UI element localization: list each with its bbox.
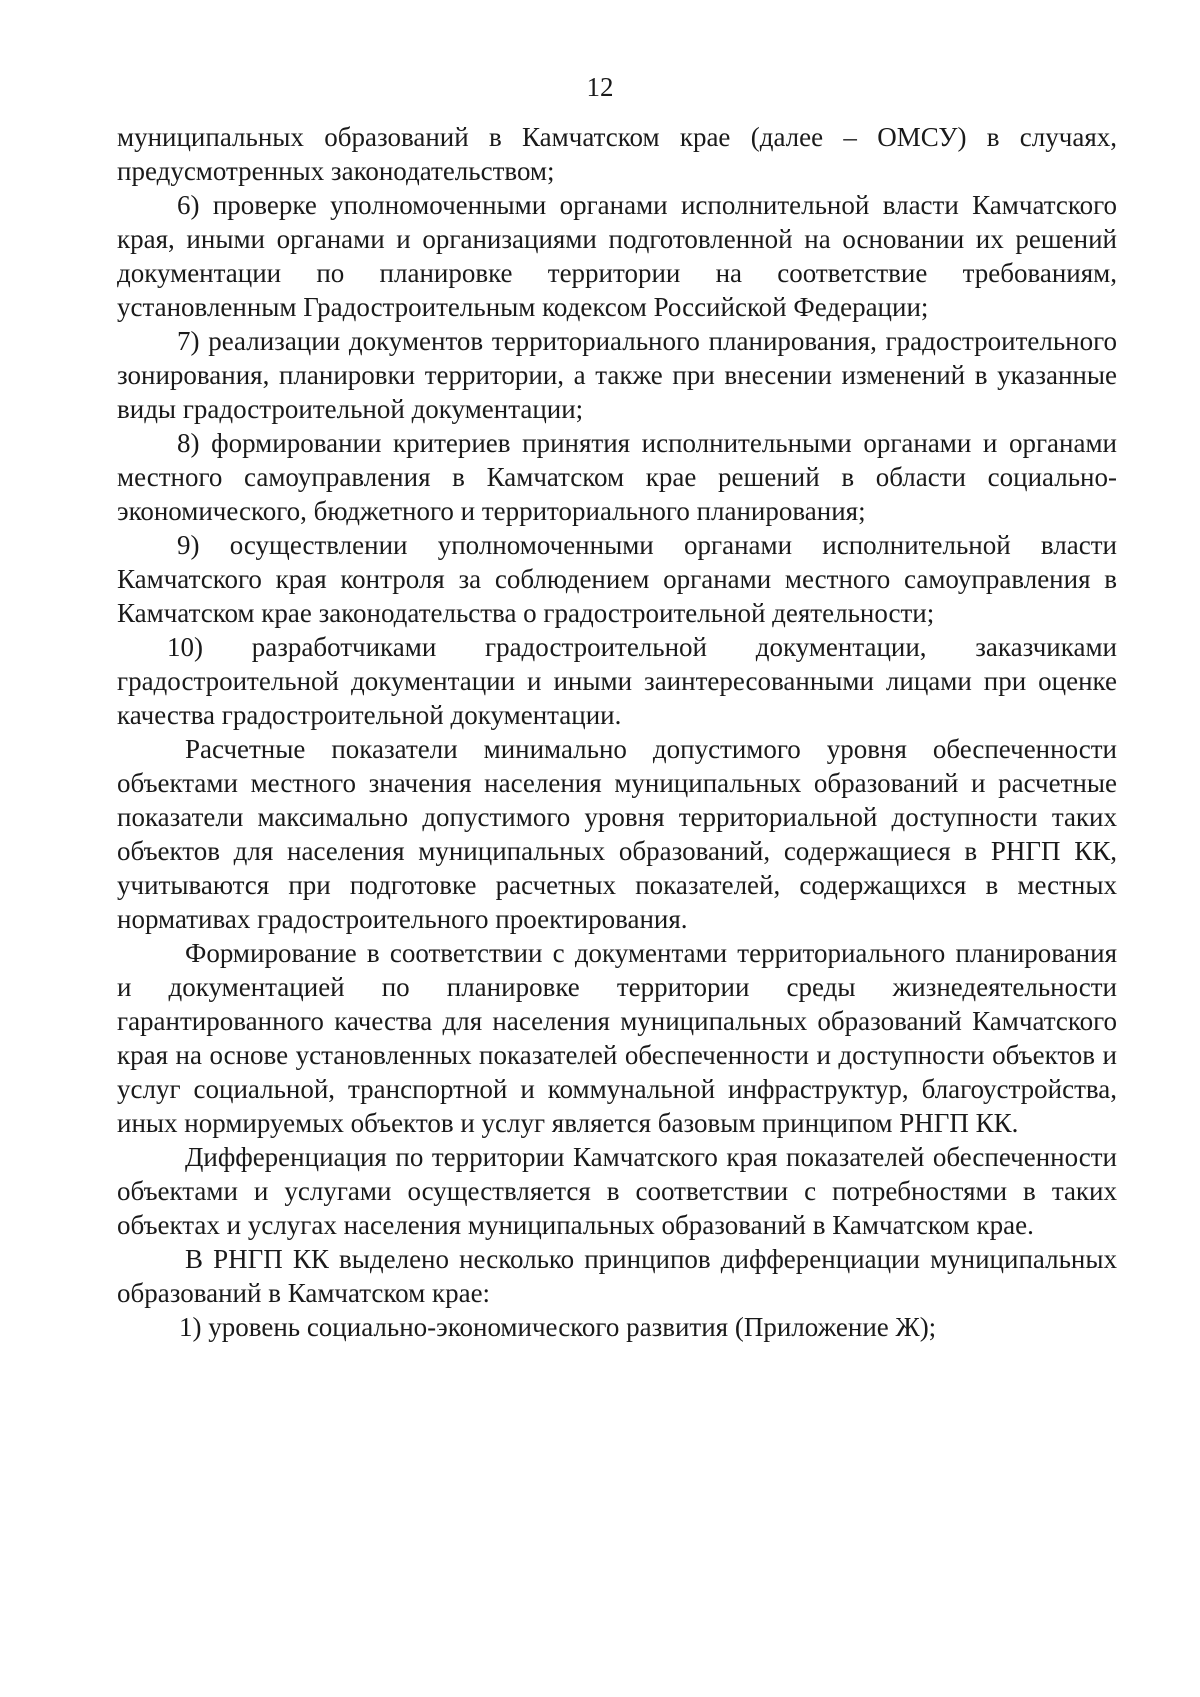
list-item-9: 9) осуществлении уполномоченными органами исполнительной власти Камчатского края контроля за соблюдением органами местного самоуправления в Камчатском крае законодательства о градостроительной деятельности;: [117, 530, 1117, 628]
list-item-7: 7) реализации документов территориального планирования, градостроительного зонирования, планировки территории, а также при внесении изменений в указанные виды градостроительной документации;: [117, 326, 1117, 424]
list-item-10: 10) разработчиками градостроительной документации, заказчиками градостроительной документации и иными заинтересованными лицами при оценке качества градостроительной документации.: [117, 632, 1117, 730]
paragraph-differentiation: Дифференциация по территории Камчатского края показателей обеспеченности объектами и услугами осуществляется в соответствии с потребностями в таких объектах и услугах населения муниципальных образований в Камчатском крае.: [117, 1142, 1117, 1240]
document-body: [117, 120, 1117, 1344]
paragraph-continuation: муниципальных образований в Камчатском крае (далее – ОМСУ) в случаях, предусмотренных законодательством;: [117, 122, 1117, 186]
page-number: 12: [586, 72, 614, 102]
paragraph-calculated-indicators: Расчетные показатели минимально допустимого уровня обеспеченности объектами местного значения населения муниципальных образований и расчетные показатели максимально допустимого уровня территориальной доступности таких объектов для населения муниципальных образований, содержащиеся в РНГП КК, учитываются при подготовке расчетных показателей, содержащихся в местных нормативах градостроительного проектирования.: [117, 734, 1117, 934]
list-item-6: 6) проверке уполномоченными органами исполнительной власти Камчатского края, иными органами и организациями подготовленной на основании их решений документации по планировке территории на соответствие требованиям, установленным Градостроительным кодексом Российской Федерации;: [117, 190, 1117, 322]
list-item-principle-1: 1) уровень социально-экономического развития (Приложение Ж);: [179, 1312, 937, 1342]
list-item-8: 8) формировании критериев принятия исполнительными органами и органами местного самоуправления в Камчатском крае решений в области социально-экономического, бюджетного и территориального планирования;: [117, 428, 1117, 526]
paragraph-formation: Формирование в соответствии с документами территориального планирования и документацией по планировке территории среды жизнедеятельности гарантированного качества для населения муниципальных образований Камчатского края на основе установленных показателей обеспеченности и доступности объектов и услуг социальной, транспортной и коммунальной инфраструктур, благоустройства, иных нормируемых объектов и услуг является базовым принципом РНГП КК.: [117, 938, 1117, 1138]
paragraph-principles: В РНГП КК выделено несколько принципов дифференциации муниципальных образований в Камчатском крае:: [117, 1244, 1117, 1308]
